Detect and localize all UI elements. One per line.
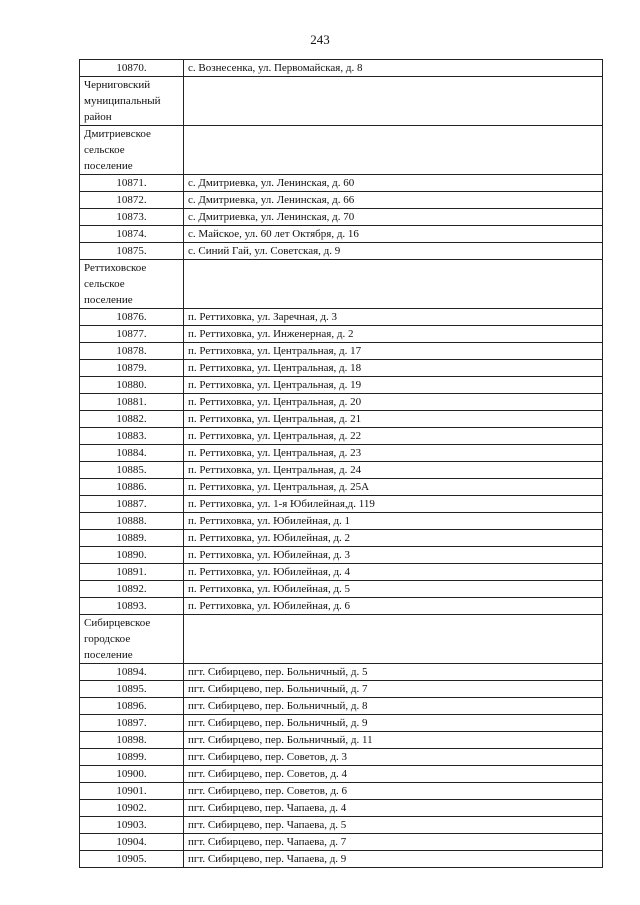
section-title [80,126,184,175]
section-title-line: район [84,111,112,123]
registry-body [80,60,603,868]
row-address: с. Синий Гай, ул. Советская, д. 9 [184,243,603,260]
row-address: пгт. Сибирцево, пер. Чапаева, д. 9 [184,851,603,868]
row-address: с. Вознесенка, ул. Первомайская, д. 8 [184,60,603,77]
table-row [80,698,603,715]
section-title-line: сельское [84,278,125,290]
row-address: п. Реттиховка, ул. Юбилейная, д. 3 [184,547,603,564]
row-address: с. Дмитриевка, ул. Ленинская, д. 60 [184,175,603,192]
row-number: 10876. [80,309,184,326]
table-row [80,226,603,243]
row-number: 10873. [80,209,184,226]
row-number: 10883. [80,428,184,445]
row-number: 10903. [80,817,184,834]
row-address: п. Реттиховка, ул. Юбилейная, д. 2 [184,530,603,547]
table-row [80,581,603,598]
table-row [80,766,603,783]
table-row [80,664,603,681]
table-row [80,530,603,547]
row-number: 10886. [80,479,184,496]
table-row [80,411,603,428]
row-number: 10904. [80,834,184,851]
row-number: 10875. [80,243,184,260]
row-address: пгт. Сибирцево, пер. Чапаева, д. 5 [184,817,603,834]
section-title-line: Реттиховское [84,262,147,274]
row-number: 10889. [80,530,184,547]
table-row [80,343,603,360]
row-address: п. Реттиховка, ул. Центральная, д. 23 [184,445,603,462]
row-address: п. Реттиховка, ул. Центральная, д. 19 [184,377,603,394]
row-number: 10905. [80,851,184,868]
section-title-line: Сибирцевское [84,617,151,629]
row-number: 10872. [80,192,184,209]
row-number: 10898. [80,732,184,749]
address-registry-table [79,59,603,868]
table-row [80,732,603,749]
row-address: пгт. Сибирцево, пер. Больничный, д. 5 [184,664,603,681]
table-row [80,175,603,192]
table-row [80,428,603,445]
row-address: п. Реттиховка, ул. Заречная, д. 3 [184,309,603,326]
row-address: п. Реттиховка, ул. Центральная, д. 18 [184,360,603,377]
row-number: 10870. [80,60,184,77]
row-number: 10900. [80,766,184,783]
row-address: с. Майское, ул. 60 лет Октября, д. 16 [184,226,603,243]
table-row [80,243,603,260]
row-address: пгт. Сибирцево, пер. Советов, д. 4 [184,766,603,783]
table-row [80,445,603,462]
section-title [80,77,184,126]
row-address: п. Реттиховка, ул. Юбилейная, д. 6 [184,598,603,615]
row-address: пгт. Сибирцево, пер. Больничный, д. 8 [184,698,603,715]
row-address: пгт. Сибирцево, пер. Больничный, д. 9 [184,715,603,732]
empty-cell [184,126,603,175]
table-row [80,360,603,377]
row-address: п. Реттиховка, ул. Центральная, д. 17 [184,343,603,360]
row-address: п. Реттиховка, ул. Центральная, д. 21 [184,411,603,428]
row-address: п. Реттиховка, ул. Центральная, д. 25А [184,479,603,496]
section-title-line: поселение [84,649,133,661]
row-address: п. Реттиховка, ул. Юбилейная, д. 4 [184,564,603,581]
table-row [80,547,603,564]
table-row [80,377,603,394]
row-address: с. Дмитриевка, ул. Ленинская, д. 70 [184,209,603,226]
table-row [80,60,603,77]
row-address: пгт. Сибирцево, пер. Больничный, д. 11 [184,732,603,749]
row-number: 10871. [80,175,184,192]
row-number: 10879. [80,360,184,377]
row-number: 10887. [80,496,184,513]
row-number: 10902. [80,800,184,817]
row-address: пгт. Сибирцево, пер. Больничный, д. 7 [184,681,603,698]
section-header-row [80,77,603,126]
row-number: 10878. [80,343,184,360]
table-row [80,564,603,581]
table-row [80,715,603,732]
row-number: 10888. [80,513,184,530]
table-row [80,513,603,530]
row-number: 10899. [80,749,184,766]
row-number: 10894. [80,664,184,681]
table-row [80,749,603,766]
section-title-line: Черниговский [84,79,151,91]
row-number: 10895. [80,681,184,698]
row-address: п. Реттиховка, ул. Юбилейная, д. 1 [184,513,603,530]
row-number: 10874. [80,226,184,243]
table-row [80,783,603,800]
section-header-row [80,615,603,664]
row-address: пгт. Сибирцево, пер. Советов, д. 6 [184,783,603,800]
section-title-line: поселение [84,294,133,306]
table-row [80,851,603,868]
table-row [80,394,603,411]
table-row [80,462,603,479]
row-number: 10880. [80,377,184,394]
section-title [80,260,184,309]
table-row [80,479,603,496]
empty-cell [184,260,603,309]
section-title-line: Дмитриевское [84,128,151,140]
row-number: 10890. [80,547,184,564]
row-number: 10893. [80,598,184,615]
row-number: 10881. [80,394,184,411]
row-address: п. Реттиховка, ул. 1-я Юбилейная,д. 119 [184,496,603,513]
page-number: 243 [310,32,330,47]
row-address: пгт. Сибирцево, пер. Чапаева, д. 4 [184,800,603,817]
row-number: 10885. [80,462,184,479]
row-address: п. Реттиховка, ул. Центральная, д. 22 [184,428,603,445]
row-number: 10897. [80,715,184,732]
row-address: с. Дмитриевка, ул. Ленинская, д. 66 [184,192,603,209]
row-address: п. Реттиховка, ул. Центральная, д. 20 [184,394,603,411]
row-number: 10891. [80,564,184,581]
section-title-line: муниципальный [84,95,161,107]
empty-cell [184,615,603,664]
section-title [80,615,184,664]
section-header-row [80,126,603,175]
section-title-line: городское [84,633,131,645]
row-address: п. Реттиховка, ул. Инженерная, д. 2 [184,326,603,343]
row-number: 10901. [80,783,184,800]
row-address: п. Реттиховка, ул. Юбилейная, д. 5 [184,581,603,598]
table-row [80,326,603,343]
row-number: 10877. [80,326,184,343]
table-row [80,192,603,209]
row-number: 10892. [80,581,184,598]
table-row [80,309,603,326]
row-address: пгт. Сибирцево, пер. Чапаева, д. 7 [184,834,603,851]
section-header-row [80,260,603,309]
row-number: 10884. [80,445,184,462]
table-row [80,209,603,226]
table-row [80,496,603,513]
section-title-line: поселение [84,160,133,172]
table-row [80,598,603,615]
table-row [80,800,603,817]
empty-cell [184,77,603,126]
row-number: 10896. [80,698,184,715]
row-number: 10882. [80,411,184,428]
row-address: п. Реттиховка, ул. Центральная, д. 24 [184,462,603,479]
section-title-line: сельское [84,144,125,156]
row-address: пгт. Сибирцево, пер. Советов, д. 3 [184,749,603,766]
table-row [80,834,603,851]
table-row [80,817,603,834]
table-row [80,681,603,698]
